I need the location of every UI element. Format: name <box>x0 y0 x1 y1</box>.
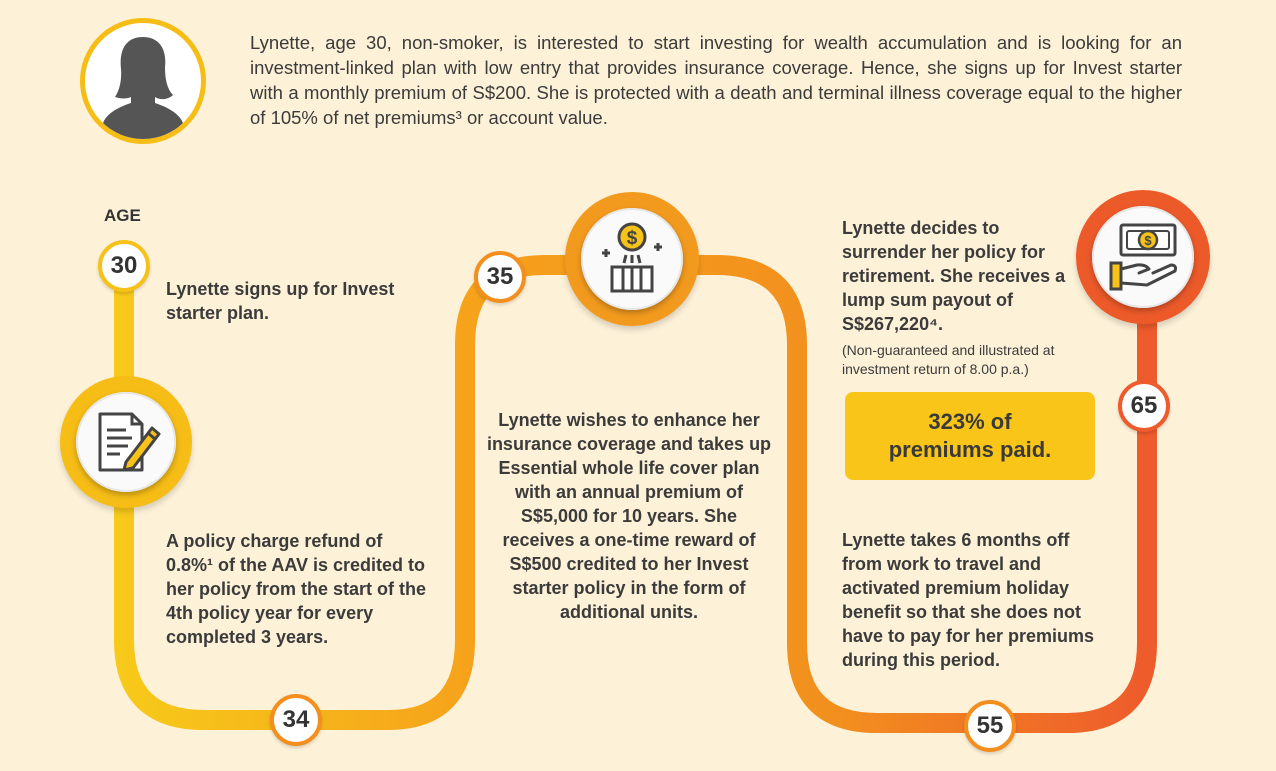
highlight-line-1: 323% of <box>928 409 1012 434</box>
highlight-line-2: premiums paid. <box>888 437 1052 462</box>
age-badge-34: 34 <box>270 694 322 746</box>
age-badge-55: 55 <box>964 700 1016 752</box>
payout-icon-circle <box>1092 206 1194 308</box>
cash-hand-icon <box>1103 219 1183 295</box>
premiums-highlight <box>845 392 1095 480</box>
age-label: AGE <box>104 206 141 225</box>
step-signup <box>166 277 426 325</box>
reward-icon-ring <box>565 192 699 326</box>
age-badge-65: 65 <box>1118 380 1170 432</box>
document-pencil-icon <box>88 408 164 476</box>
document-icon-ring <box>60 376 192 508</box>
step-holiday: Lynette takes 6 months off from work to travel and activated premium holiday benefit so that she does not have to pay for her premiums during this period. <box>842 530 1095 670</box>
step-refund: A policy charge refund of 0.8%¹ of the AAV is credited to her policy from the start of the 4th policy year for every completed 3 years. <box>166 531 427 647</box>
step-surrender: Lynette decides to surrender her policy for retirement. She receives a lump sum payout of S$267,220⁴. <box>842 218 1066 334</box>
document-icon-circle <box>76 392 176 492</box>
age-badge-35: 35 <box>474 251 526 303</box>
dollar-gift-icon <box>592 221 672 297</box>
age-badge-30: 30 <box>98 240 150 292</box>
step-signup-post: plan. <box>222 303 270 323</box>
payout-icon-ring <box>1076 190 1210 324</box>
intro-paragraph: Lynette, age 30, non-smoker, is interested to start investing for wealth accumulation and is looking for an investment-linked plan with low entry that provides insurance coverage. Hence, she signs up for Invest starter with a monthly premium of S$200. She is protected with a death and terminal illness coverage equal to the higher of 105% of net premiums³ or account value. <box>250 32 1182 128</box>
step-enhance: Lynette wishes to enhance her insurance coverage and takes up Essential whole life cover plan with an annual premium of S$5,000 for 10 years. She receives a one-time reward of S$500 credited to her Invest starter policy in the form of additional units. <box>486 410 772 622</box>
reward-icon-circle <box>581 208 683 310</box>
svg-text:$: $ <box>1144 233 1152 248</box>
step-signup-plan: Invest starter <box>166 279 395 323</box>
surrender-note: (Non-guaranteed and illustrated at investment return of 8.00 p.a.) <box>842 342 1055 377</box>
svg-text:$: $ <box>626 228 638 249</box>
step-signup-pre: Lynette signs up for <box>166 279 343 299</box>
